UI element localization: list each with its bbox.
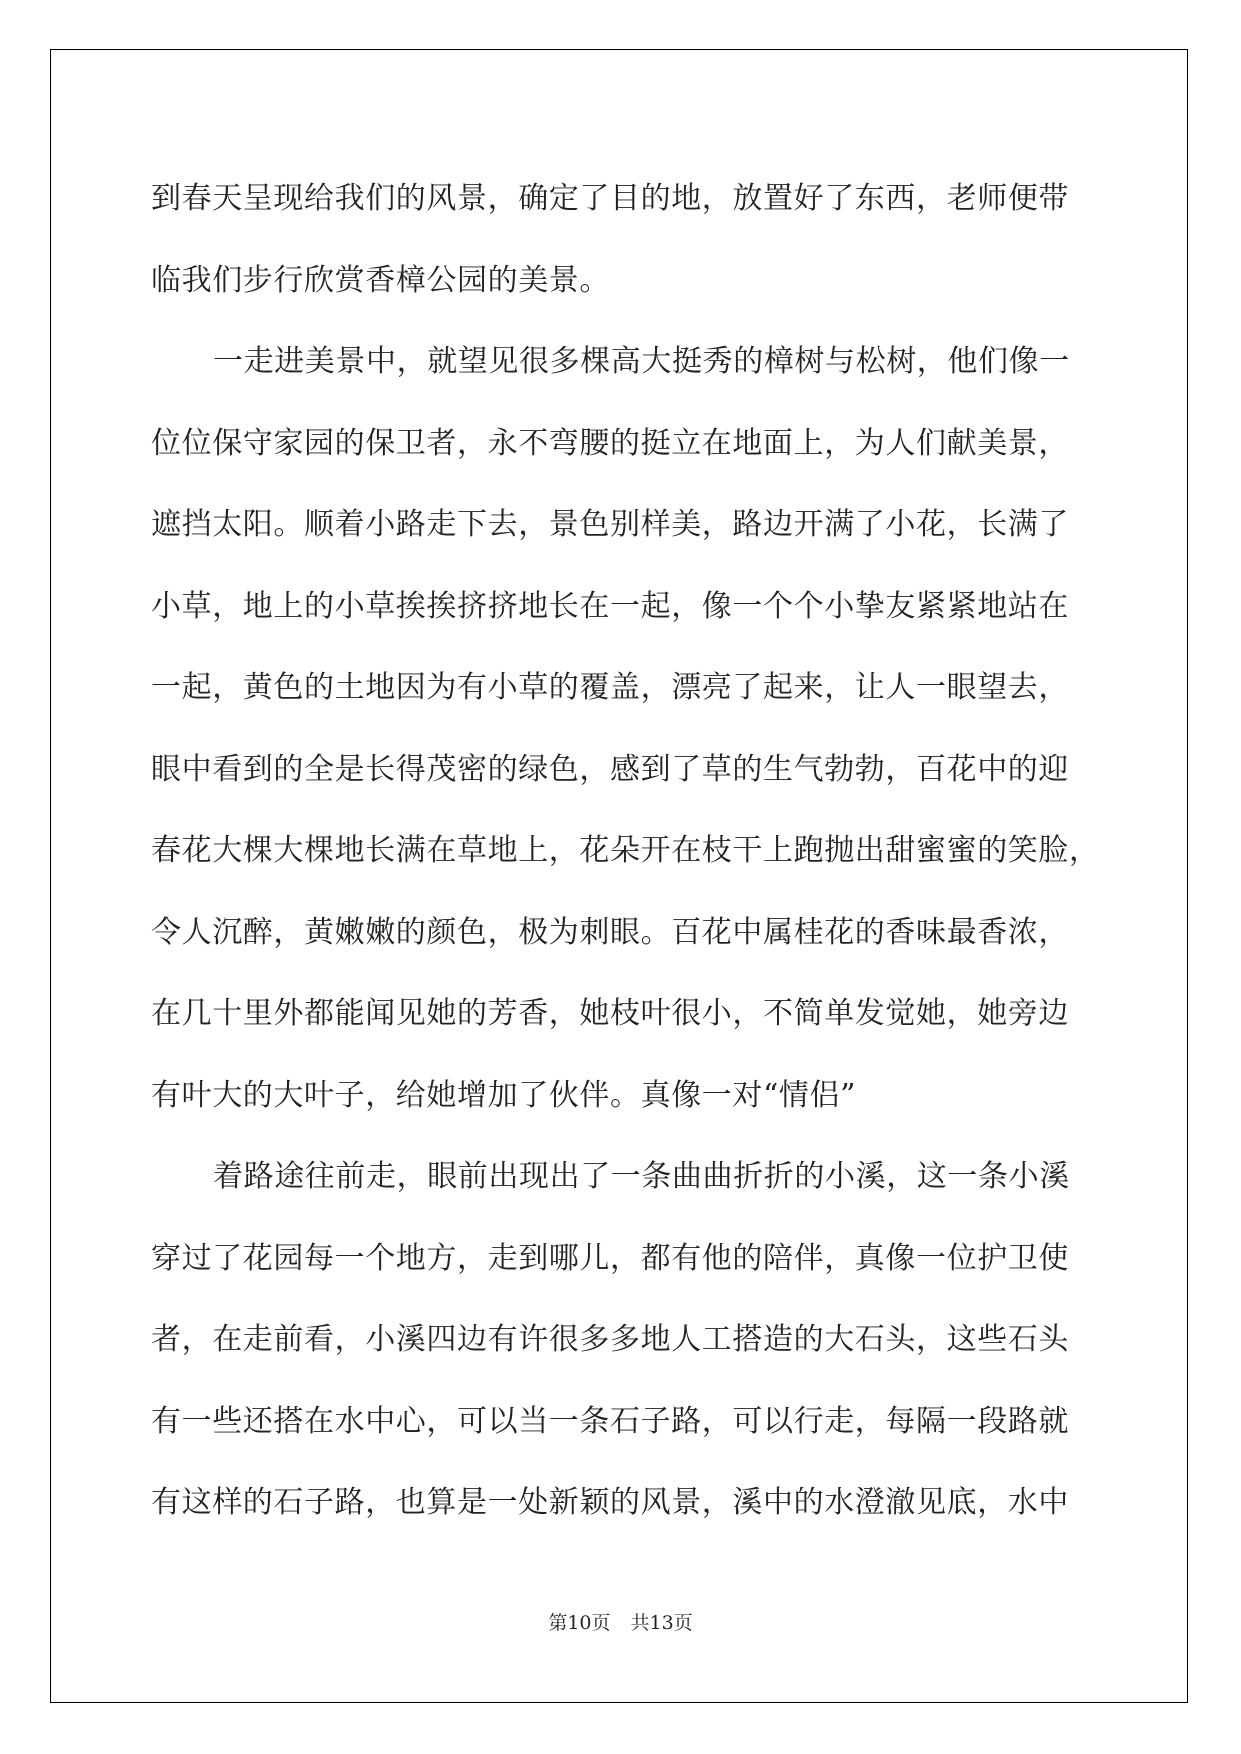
paragraph-start-line: 一走进美景中，就望见很多棵高大挺秀的樟树与松树，他们像一 [213, 344, 1070, 379]
text-line: 在几十里外都能闻见她的芳香，她枝叶很小，不简单发觉她，她旁边 [151, 996, 1069, 1031]
text-line: 有叶大的大叶子，给她增加了伙伴。真像一对“情侣” [151, 1077, 857, 1113]
text-line: 遮挡太阳。顺着小路走下去，景色别样美，路边开满了小花，长满了 [151, 507, 1069, 542]
page-total: 共13页 [630, 1612, 693, 1634]
text-line: 令人沉醉，黄嫩嫩的颜色，极为刺眼。百花中属桂花的香味最香浓， [151, 914, 1069, 950]
text-line: 一起，黄色的土地因为有小草的覆盖，漂亮了起来，让人一眼望去， [151, 670, 1069, 705]
text-line: 眼中看到的全是长得茂密的绿色，感到了草的生气勃勃，百花中的迎 [151, 751, 1069, 787]
text-line: 者，在走前看，小溪四边有许很多多地人工搭造的大石头，这些石头 [151, 1322, 1069, 1357]
text-line: 小草，地上的小草挨挨挤挤地长在一起，像一个个小挚友紧紧地站在 [151, 588, 1069, 624]
text-line: 位位保守家园的保卫者，永不弯腰的挺立在地面上，为人们献美景， [151, 425, 1069, 461]
page-number: 第10页 [548, 1612, 611, 1634]
text-line: 临我们步行欣赏香樟公园的美景。 [151, 262, 610, 298]
text-line: 穿过了花园每一个地方，走到哪儿，都有他的陪伴，真像一位护卫使 [151, 1240, 1069, 1276]
text-line: 有这样的石子路，也算是一处新颖的风景，溪中的水澄澈见底，水中 [151, 1485, 1069, 1520]
paragraph-start-line: 着路途往前走，眼前出现出了一条曲曲折折的小溪，这一条小溪 [213, 1159, 1070, 1194]
text-line: 有一些还搭在水中心，可以当一条石子路，可以行走，每隔一段路就 [151, 1403, 1069, 1439]
page-footer [0, 1611, 1241, 1635]
text-line: 春花大棵大棵地长满在草地上，花朵开在枝干上跑抛出甜蜜蜜的笑脸， [151, 833, 1100, 868]
document-body [151, 158, 1100, 1544]
text-line: 到春天呈现给我们的风景，确定了目的地，放置好了东西，老师便带 [151, 181, 1069, 216]
